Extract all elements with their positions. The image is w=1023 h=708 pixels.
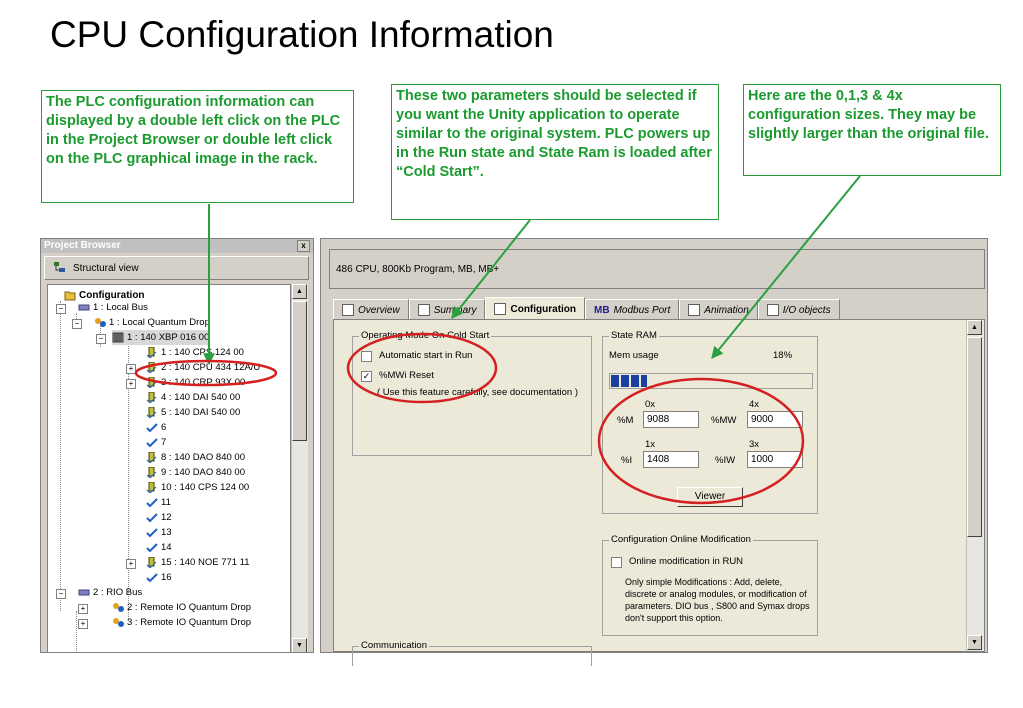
tree-item-remote-drop-2[interactable]: 2 : Remote IO Quantum Drop [112,600,251,615]
scroll-down-icon[interactable]: ▼ [292,638,307,653]
scroll-up-icon[interactable]: ▲ [967,320,982,335]
tab-io-objects[interactable]: I/O objects [758,299,840,320]
tree-item-slot-10[interactable]: 10 : 140 CPS 124 00 [146,480,249,495]
tree-item-slot-4[interactable]: 4 : 140 DAI 540 00 [146,390,240,405]
tree-item-slot-13[interactable]: 13 [146,525,172,540]
tree-item-slot-7[interactable]: 7 [146,435,166,450]
tree-item-local-drop[interactable]: 1 : Local Quantum Drop [94,315,210,330]
auto-start-label: Automatic start in Run [379,350,473,361]
expand-icon[interactable]: + [78,604,88,614]
m-label: %M [617,415,634,426]
header-1x: 1x [645,439,656,450]
online-mod-desc-1: Only simple Modifications : Add, delete, [625,577,783,587]
header-4x: 4x [749,399,760,410]
header-0x: 0x [645,399,656,410]
tree-item-slot-8[interactable]: 8 : 140 DAO 840 00 [146,450,245,465]
structural-view-label: Structural view [73,263,139,274]
scroll-up-icon[interactable]: ▲ [292,284,307,299]
arrow-to-cold-start [452,220,530,318]
tab-modbus-port[interactable]: MB Modbus Port [585,299,679,320]
tree-item-slot-14[interactable]: 14 [146,540,172,555]
callout-cold-start: These two parameters should be selected if you want the Unity application to operate similar to the original system. PLC powers up in the Run state and State Ram is loaded after “Cold Start”. [391,84,719,220]
m-field[interactable]: 9088 [643,411,699,428]
collapse-icon[interactable]: − [72,319,82,329]
project-browser-title: Project Browser [44,240,121,251]
tree-item-slot-16[interactable]: 16 [146,570,172,585]
mem-usage-value: 18% [773,350,793,361]
scroll-down-icon[interactable]: ▼ [967,635,982,650]
iw-field[interactable]: 1000 [747,451,803,468]
viewer-button[interactable]: Viewer [677,487,743,507]
mem-usage-label: Mem usage [609,350,659,361]
online-mod-label: Configuration Online Modification [611,534,751,545]
tab-summary[interactable]: Summary [409,299,486,320]
close-icon[interactable]: x [297,240,310,252]
state-ram-label: State RAM [611,330,657,341]
online-mod-desc-2: discrete or analog modules, or modification of [625,589,807,599]
modbus-icon: MB [594,304,610,316]
tree-item-rack[interactable]: 1 : 140 XBP 016 00 [112,330,209,345]
tree-item-local-bus[interactable]: 1 : Local Bus [78,300,148,315]
mw-field[interactable]: 9000 [747,411,803,428]
tree-item-slot-6[interactable]: 6 [146,420,166,435]
cold-start-note: ( Use this feature carefully, see documentation ) [377,387,579,398]
tab-animation[interactable]: Animation [679,299,757,320]
cold-start-label: Operating Mode On Cold Start [361,330,490,341]
callout-config-sizes: Here are the 0,1,3 & 4x configuration sizes. They may be slightly larger than the original file. [743,84,1001,176]
tree-item-remote-drop-3[interactable]: 3 : Remote IO Quantum Drop [112,615,251,630]
expand-icon[interactable]: + [126,364,136,374]
header-3x: 3x [749,439,760,450]
tree-item-slot-2-cpu[interactable]: 2 : 140 CPU 434 12A/U [146,360,260,375]
communication-label: Communication [361,640,427,651]
expand-icon[interactable]: + [126,379,136,389]
tree-item-configuration[interactable]: Configuration [64,288,145,303]
highlight-cold-start [348,334,496,402]
i-label: %I [621,455,633,466]
collapse-icon[interactable]: − [56,589,66,599]
tree-item-slot-15[interactable]: 15 : 140 NOE 771 11 [146,555,250,570]
tab-overview[interactable]: Overview [333,299,409,320]
tree-item-rio-bus[interactable]: 2 : RIO Bus [78,585,142,600]
online-mod-checkbox-label: Online modification in RUN [629,556,744,567]
cpu-info-bar: 486 CPU, 800Kb Program, MB, MB+ [329,249,985,289]
tab-configuration[interactable]: Configuration [485,297,585,320]
slide-title: CPU Configuration Information [50,14,554,55]
tree-item-slot-1[interactable]: 1 : 140 CPS 124 00 [146,345,244,360]
collapse-icon[interactable]: − [96,334,106,344]
collapse-icon[interactable]: − [56,304,66,314]
expand-icon[interactable]: + [78,619,88,629]
callout-project-browser: The PLC configuration information can displayed by a double left click on the PLC in the Project Browser or double left click on the PLC graphical image in the rack. [41,90,354,203]
tree-item-slot-3[interactable]: 3 : 140 CRP 93X 00 [146,375,245,390]
tree-item-slot-12[interactable]: 12 [146,510,172,525]
i-field[interactable]: 1408 [643,451,699,468]
expand-icon[interactable]: + [126,559,136,569]
online-mod-desc-3: parameters. DIO bus , S800 and Symax drops [625,601,810,611]
tree-item-slot-5[interactable]: 5 : 140 DAI 540 00 [146,405,240,420]
highlight-state-ram [599,379,803,503]
tree-item-slot-11[interactable]: 11 [146,495,171,510]
iw-label: %IW [715,455,736,466]
arrow-to-state-ram [712,176,860,358]
tree-item-slot-9[interactable]: 9 : 140 DAO 840 00 [146,465,245,480]
mw-label: %MW [711,415,737,426]
mwi-reset-label: %MWi Reset [379,370,434,381]
mwi-reset-checkbox[interactable]: ✓ [362,371,371,381]
online-mod-desc-4: don't support this option. [625,613,723,623]
highlight-cpu-item [136,361,276,385]
